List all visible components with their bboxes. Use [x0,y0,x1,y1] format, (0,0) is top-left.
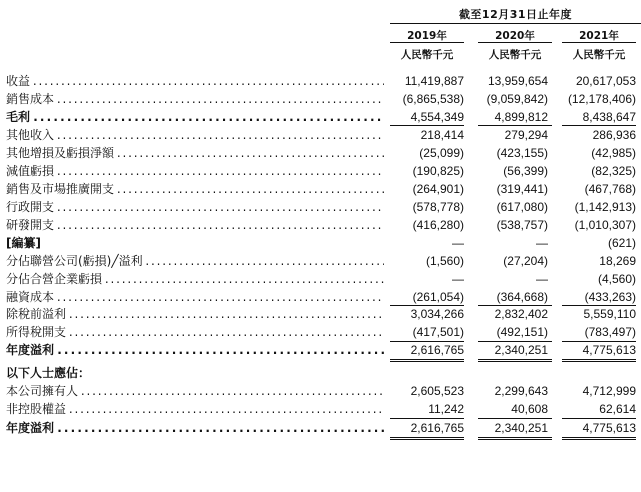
cell-value-2019: 4,554,349 [410,110,464,124]
row-label: 年度溢利 . . . [6,420,384,437]
cell-value-2019: — [452,272,464,286]
table-row [0,383,641,400]
total-double-rule [562,437,636,440]
cell-value-2020: 4,899,812 [494,110,548,124]
year-header-2019: 2019年 [407,30,447,42]
row-label: 研發開支 . . . [6,217,384,234]
cell-value-2020: 13,959,654 [487,74,548,88]
cell-value-2019: (261,054) [412,290,464,304]
subtotal-rule [390,418,464,419]
subtotal-rule [390,125,464,126]
cell-value-2019: (190,825) [412,164,464,178]
table-row [0,324,641,341]
row-label: 收益 . . . [6,73,384,90]
cell-value-2020: 2,832,402 [494,307,548,321]
table-row [0,109,641,126]
cell-value-2021: (1,142,913) [574,200,636,214]
cell-value-2020: 40,608 [511,402,548,416]
cell-value-2019: 2,605,523 [410,384,464,398]
row-label: 減值虧損 . . . [6,163,384,180]
cell-value-2019: 11,419,887 [404,74,464,88]
row-label: 分佔合營企業虧損 . . . [6,271,384,288]
unit-label-2021: 人民幣千元 [572,49,626,61]
cell-value-2021 [556,365,636,382]
cell-value-2019: 11,242 [428,402,464,416]
cell-value-2021: (621) [607,236,636,250]
table-row [0,401,641,418]
cell-value-2021: 286,936 [592,128,636,142]
unit-label-2020: 人民幣千元 [488,49,542,61]
cell-value-2021: 4,712,999 [582,384,636,398]
cell-value-2020: (9,059,842) [486,92,548,106]
cell-value-2021: 8,438,647 [582,110,636,124]
row-label: 行政開支 . . . [6,199,384,216]
row-label: 銷售成本 . . . [6,91,384,108]
cell-value-2020: (56,399) [503,164,548,178]
subtotal-rule [478,125,552,126]
table-row [0,253,641,270]
cell-value-2020: (492,151) [496,325,548,339]
subtotal-rule [390,341,464,342]
cell-value-2021: (433,263) [584,290,636,304]
cell-value-2021: 62,614 [599,402,636,416]
cell-value-2020: (27,204) [503,254,548,268]
subtotal-rule [478,305,552,306]
cell-value-2019: — [452,236,464,250]
cell-value-2021: (467,768) [584,182,636,196]
year-rule [478,42,552,43]
cell-value-2020: (364,668) [496,290,548,304]
cell-value-2020: 279,294 [504,128,548,142]
subtotal-rule [562,305,636,306]
cell-value-2021: 5,559,110 [583,307,636,321]
row-label: 其他增損及虧損淨額 . . . [6,145,384,162]
cell-value-2021: 18,269 [599,254,636,268]
total-double-rule [562,359,636,362]
table-row [0,306,641,323]
cell-value-2019: (1,560) [425,254,464,268]
cell-value-2020: (538,757) [496,218,548,232]
row-label: 除稅前溢利 . . . [6,306,384,323]
cell-value-2020: — [536,236,548,250]
cell-value-2021: (42,985) [591,146,636,160]
cell-value-2021: (82,325) [591,164,636,178]
cell-value-2021: (783,497) [584,325,636,339]
cell-value-2020: 2,340,251 [494,421,548,435]
cell-value-2019: (264,901) [412,182,464,196]
table-row [0,163,641,180]
cell-value-2019: (578,778) [412,200,464,214]
cell-value-2020: 2,340,251 [494,343,548,357]
subtotal-rule [478,341,552,342]
cell-value-2021: 4,775,613 [582,421,636,435]
cell-value-2019: 2,616,765 [410,421,464,435]
row-label: 分佔聯營公司(虧損)╱溢利 . . . [6,253,384,270]
row-label: 非控股權益 . . . [6,401,384,418]
table-row [0,235,641,252]
subtotal-rule [562,341,636,342]
table-row [0,199,641,216]
subtotal-rule [562,125,636,126]
year-rule [562,42,636,43]
row-label: 本公司擁有人 . . . [6,383,384,400]
table-row [0,271,641,288]
cell-value-2021: (4,560) [597,272,636,286]
cell-value-2021: (12,178,406) [567,92,636,106]
row-label: 其他收入 . . . [6,127,384,144]
table-row [0,365,641,382]
cell-value-2020: 2,299,643 [494,384,548,398]
cell-value-2021: 20,617,053 [575,74,636,88]
cell-value-2020: (617,080) [496,200,548,214]
cell-value-2020: (423,155) [496,146,548,160]
cell-value-2019: 218,414 [420,128,464,142]
period-header: 截至12月31日止年度 [458,8,573,21]
table-row [0,91,641,108]
table-row [0,145,641,162]
cell-value-2019 [384,365,464,382]
row-label: 年度溢利 . . . [6,342,384,359]
subtotal-rule [390,305,464,306]
subtotal-rule [562,418,636,419]
cell-value-2021: (1,010,307) [574,218,636,232]
year-rule [390,42,464,43]
cell-value-2019: 2,616,765 [410,343,464,357]
cell-value-2020: — [536,272,548,286]
table-row [0,217,641,234]
cell-value-2020: (319,441) [496,182,548,196]
cell-value-2019: (417,501) [412,325,464,339]
row-label: 毛利 . . . [6,109,384,126]
cell-value-2019: (416,280) [412,218,464,232]
row-label: 融資成本 . . . [6,289,384,306]
table-row [0,73,641,90]
total-double-rule [390,437,464,440]
year-header-2020: 2020年 [495,30,535,42]
table-row [0,342,641,359]
subtotal-rule [478,418,552,419]
cell-value-2021: 4,775,613 [582,343,636,357]
row-label: [編纂] [6,236,41,250]
total-double-rule [478,359,552,362]
year-header-2021: 2021年 [579,30,619,42]
table-row [0,289,641,306]
cell-value-2020 [468,365,548,382]
header-rule [390,23,641,24]
total-double-rule [478,437,552,440]
row-label: 以下人士應佔： [6,366,91,380]
row-label: 所得稅開支 . . . [6,324,384,341]
row-label: 銷售及市場推廣開支 . . . [6,181,384,198]
cell-value-2019: (25,099) [419,146,464,160]
cell-value-2019: (6,865,538) [402,92,464,106]
table-row [0,181,641,198]
table-row [0,420,641,437]
unit-label-2019: 人民幣千元 [400,49,454,61]
cell-value-2019: 3,034,266 [410,307,464,321]
total-double-rule [390,359,464,362]
table-row [0,127,641,144]
